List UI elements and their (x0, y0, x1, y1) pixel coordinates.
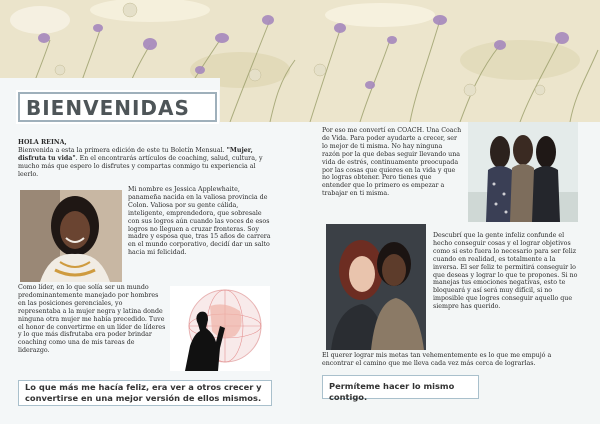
intro-text: Bienvenida a esta la primera edición de este tu Boletín Mensual. (18, 146, 227, 154)
unhappy-text: Descubrí que la gente infeliz confunde el hecho conseguir cosas y el lograr objetivos como si esto fuera lo necesario para ser feliz cuando en realidad, es totalmente a la inversa. El ser feliz te permitirá conseguir lo que deseas y lograr lo que te propones. Si no manejas tus emociones negativas, esto te bloqueará y así será muy difícil, si no imposible que logres conseguir aquello que siempre has querido. (433, 232, 578, 311)
flower-banner-right (300, 0, 600, 122)
greeting-block (18, 139, 268, 179)
goals-text: El querer lograr mis metas tan vehementemente es lo que me empujó a encontrar el camino que me lleva cada vez más cerca de lograrlas. (322, 352, 552, 367)
leader-text: Como líder, en lo que solía ser un mundo predominantemente manejado por hombres en las posiciones gerenciales, yo representaba a la mujer negra y latina donde ninguna otra mujer me había precedido. Tuve el honor de convertirme en un líder de líderes y lo que más disfrutaba era poder brindar coaching como una de mis tareas de liderazgo. (18, 284, 166, 355)
left-quote (18, 380, 272, 406)
intro-bold: "Mujer, disfruta tu vida" (18, 146, 253, 162)
coach-text: Por eso me convertí en COACH. Una Coach de Vida. Para poder ayudarte a crecer, ser lo mejor de ti misma. No hay ninguna razón por la que debas seguir llevando una vida de estrés, continuamente preocupada por las cosas que quieres en la vida y que no logras obtener. Pero tienes que entender que lo primero es empezar a trabajar en ti misma. (322, 127, 462, 198)
bio-text: Mi nombre es Jessica Applewhaite, panameña nacida en la valiosa provincia de Colon. Valiosa por su gente cálida, inteligente, emprendedora, que sobresale con sus logros aún cuando las voces de esos logros no lleguen a cruzar fronteras. Soy madre y esposa que, tras 15 años de carrera en el mundo corporativo, decidí dar un salto hacia mi felicidad. (128, 186, 271, 257)
intro-text-2: . En el encontrarás artículos de coaching, salud, cultura, y mucho más que espero lo disfrutes y compartas conmigo tu experiencia al leerlo. (18, 154, 263, 178)
title-box (18, 92, 217, 122)
left-quote-text: Lo que más me hacía feliz, era ver a otros crecer y convertirse en una mejor versión de ellos mismos. (25, 382, 262, 403)
jessica-photo (20, 190, 122, 282)
three-women-photo (468, 122, 578, 222)
two-women-photo (326, 224, 426, 350)
globe-illustration (170, 286, 270, 371)
greeting: HOLA REINA, (18, 139, 67, 146)
flower-illustration-right (300, 0, 600, 122)
page-title: BIENVENIDAS (26, 96, 190, 120)
right-quote-text: Permíteme hacer lo mismo contigo. (329, 381, 455, 402)
right-page (300, 0, 600, 424)
right-quote (322, 375, 479, 402)
